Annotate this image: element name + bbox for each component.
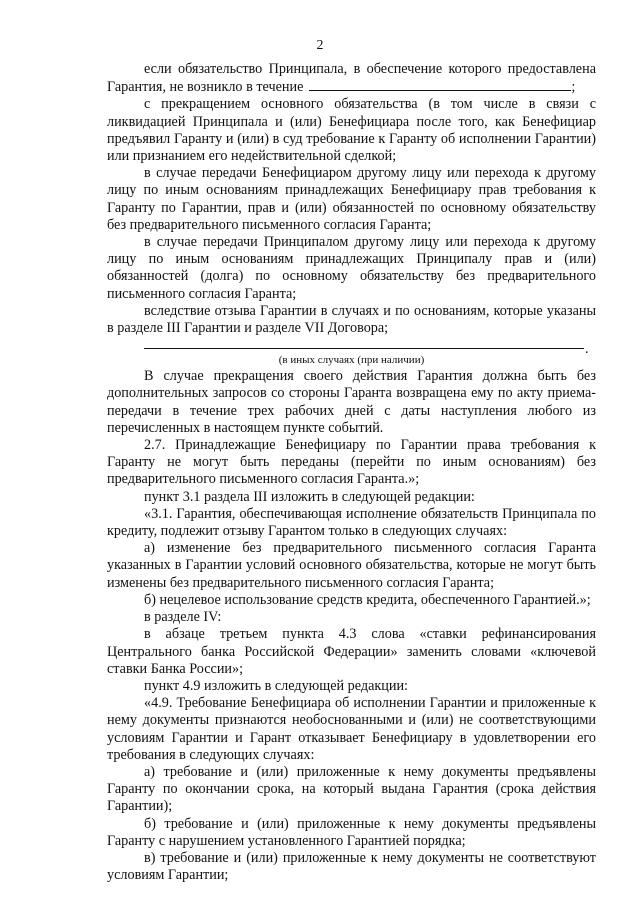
paragraph-13: в абзаце третьем пункта 4.3 слова «ставки рефинансирования Центрального банка Российской Федерации» заменить словами «ключевой ставки Банка России»; — [107, 626, 596, 677]
paragraph-2: с прекращением основного обязательства (в том числе в связи с ликвидацией Принципала и (или) Бенефициара после того, как Бенефициар предъявил Гаранту и (или) в суд требование к Гаранту об исполнении Гарантии) или признанием его недействительной сделкой; — [107, 96, 596, 165]
paragraph-11: б) нецелевое использование средств кредита, обеспеченного Гарантией.»; — [144, 591, 591, 608]
paragraph-1 — [107, 61, 596, 96]
paragraph-7: 2.7. Принадлежащие Бенефициару по Гарантии права требования к Гаранту не могут быть переданы (перейти по иным основаниям) без предварительного письменного согласия Гаранта.»; — [107, 437, 596, 488]
paragraph-12: в разделе IV: — [144, 609, 222, 626]
paragraph-3: в случае передачи Бенефициаром другому лицу или перехода к другому лицу по иным основаниям принадлежащих Бенефициару прав требования к Гаранту по Гарантии, прав и (или) обязанностей по основному обязательству без предварительного письменного согласия Гаранта; — [107, 165, 596, 233]
document-body — [107, 61, 596, 884]
paragraph-10: а) изменение без предварительного письменного согласия Гаранта указанных в Гарантии условий основного обязательства, которые не могут быть изменены без предварительного письменного согласия Гаранта; — [107, 540, 596, 591]
paragraph-6: В случае прекращения своего действия Гарантия должна быть без дополнительных запросов со стороны Гаранта возвращена ему по акту приема-передачи в течение трех рабочих дней с даты наступления любого из перечисленных в настоящем пункте событий. — [107, 368, 596, 436]
paragraph-16: а) требование и (или) приложенные к нему документы предъявлены Гаранту по окончании срока, на который выдана Гарантия (срока действия Гарантии); — [107, 763, 596, 815]
blank-separator — [107, 337, 596, 358]
paragraph-4: в случае передачи Принципалом другому лицу или перехода к другому лицу по иным основаниям принадлежащих Принципалу прав и (или) обязанностей (долга) по основному обязательству без предварительного письменного согласия Гаранта; — [107, 234, 596, 302]
paragraph-17: б) требование и (или) приложенные к нему документы предъявлены Гаранту с нарушением установленного Гарантией порядка; — [107, 815, 596, 849]
page-number: 2 — [316, 38, 324, 53]
paragraph-18: в) требование и (или) приложенные к нему документы не соответствуют условиям Гарантии; — [107, 849, 596, 884]
paragraph-14: пункт 4.9 изложить в следующей редакции: — [144, 677, 408, 694]
separator-end: . — [585, 341, 589, 358]
paragraph-15: «4.9. Требование Бенефициара об исполнении Гарантии и приложенные к нему документы признаются необоснованными и (или) не соответствующими условиям Гарантии и Гарант отказывает Бенефициару в удовлетворении его требования в следующих случаях: — [107, 695, 596, 763]
paragraph-9: «3.1. Гарантия, обеспечивающая исполнение обязательств Принципала по кредиту, подлежит отзыву Гарантом только в следующих случаях: — [107, 505, 596, 540]
paragraph-8: пункт 3.1 раздела III изложить в следующей редакции: — [144, 488, 475, 505]
separator-line — [144, 348, 584, 349]
paragraph-1-text: если обязательство Принципала, в обеспечение которого предоставлена Гарантия, не возникло в течение — [107, 61, 596, 96]
separator-note: (в иных случаях (при наличии) — [278, 354, 425, 367]
paragraph-1-end: ; — [571, 79, 576, 96]
paragraph-5: вследствие отзыва Гарантии в случаях и по основаниям, которые указаны в разделе III Гарантии и разделе VII Договора; — [107, 302, 596, 337]
blank-fill-line — [309, 78, 571, 91]
